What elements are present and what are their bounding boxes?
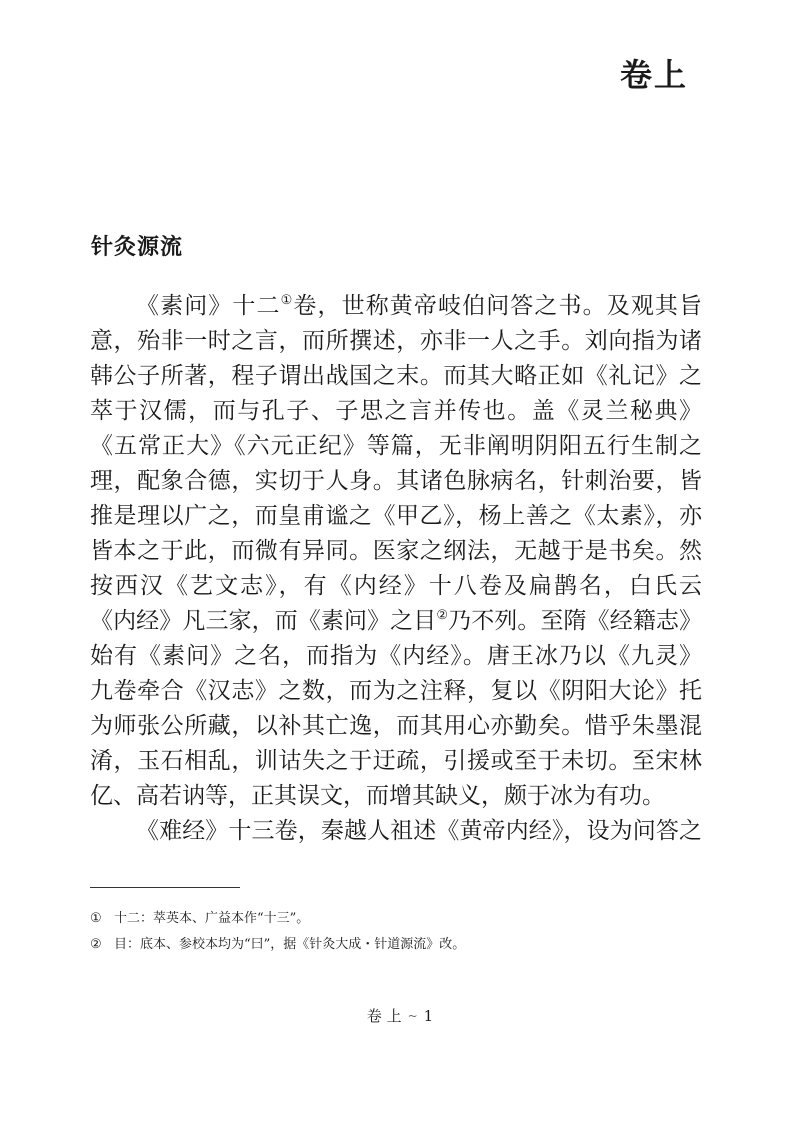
footnote [90, 906, 702, 932]
text-line: 按西汉《艺文志》，有《内经》十八卷及扁鹊名，白氏云 [90, 573, 702, 599]
text-line: 《难经》十三卷，秦越人祖述《黄帝内经》，设为问答之 [136, 818, 702, 844]
text-line: 《素问》十二①卷，世称黄帝岐伯问答之书。及观其旨 [136, 293, 703, 319]
footnote-mark: ① [90, 911, 102, 926]
text-line: 理，配象合德，实切于人身。其诸色脉病名，针刺治要，皆 [90, 468, 702, 494]
body-text [90, 289, 702, 849]
text-line: 亿、高若讷等，正其误文，而增其缺义，颇于冰为有功。 [90, 783, 665, 809]
footnote-divider [90, 887, 240, 888]
footnote-ref[interactable]: ① [280, 293, 294, 308]
text-line: 意，殆非一时之言，而所撰述，亦非一人之手。刘向指为诸 [90, 328, 702, 354]
page-footer [0, 1005, 800, 1026]
text-line: 推是理以广之，而皇甫谧之《甲乙》，杨上善之《太素》，亦 [90, 503, 702, 529]
chapter-title: 卷上 [619, 56, 688, 94]
text-line: 韩公子所著，程子谓出战国之末。而其大略正如《礼记》之 [90, 363, 702, 389]
footnote-ref[interactable]: ② [436, 608, 449, 623]
page-number: 1 [423, 1007, 434, 1025]
text-line: 萃于汉儒，而与孔子、子思之言并传也。盖《灵兰秘典》 [90, 398, 702, 424]
text-line: 九卷牵合《汉志》之数，而为之注释，复以《阴阳大论》托 [90, 678, 702, 704]
footnote-mark: ② [90, 937, 102, 952]
text-line: 淆，玉石相乱，训诂失之于迂疏，引援或至于未切。至宋林 [90, 748, 702, 774]
ornament-icon: ~ [407, 1009, 418, 1023]
text-line: 《五常正大》《六元正纪》等篇，无非阐明阴阳五行生制之 [90, 433, 702, 459]
text-line: 始有《素问》之名，而指为《内经》。唐王冰乃以《九灵》 [90, 643, 702, 669]
running-head: 卷 上 [366, 1007, 402, 1025]
text-line: 为师张公所藏，以补其亡逸，而其用心亦勤矣。惜乎朱墨混 [90, 713, 702, 739]
text-line: 皆本之于此，而微有异同。医家之纲法，无越于是书矣。然 [90, 538, 702, 564]
section-title: 针灸源流 [91, 235, 184, 260]
text-line: 《内经》凡三家，而《素问》之目②乃不列。至隋《经籍志》 [90, 608, 703, 634]
footnote-text: 目：底本、参校本均为“曰”，据《针灸大成・针道源流》改。 [114, 937, 466, 952]
footnote-text: 十二：萃英本、广益本作“十三”。 [114, 911, 310, 926]
footnote [90, 932, 702, 958]
footnotes [90, 906, 702, 958]
